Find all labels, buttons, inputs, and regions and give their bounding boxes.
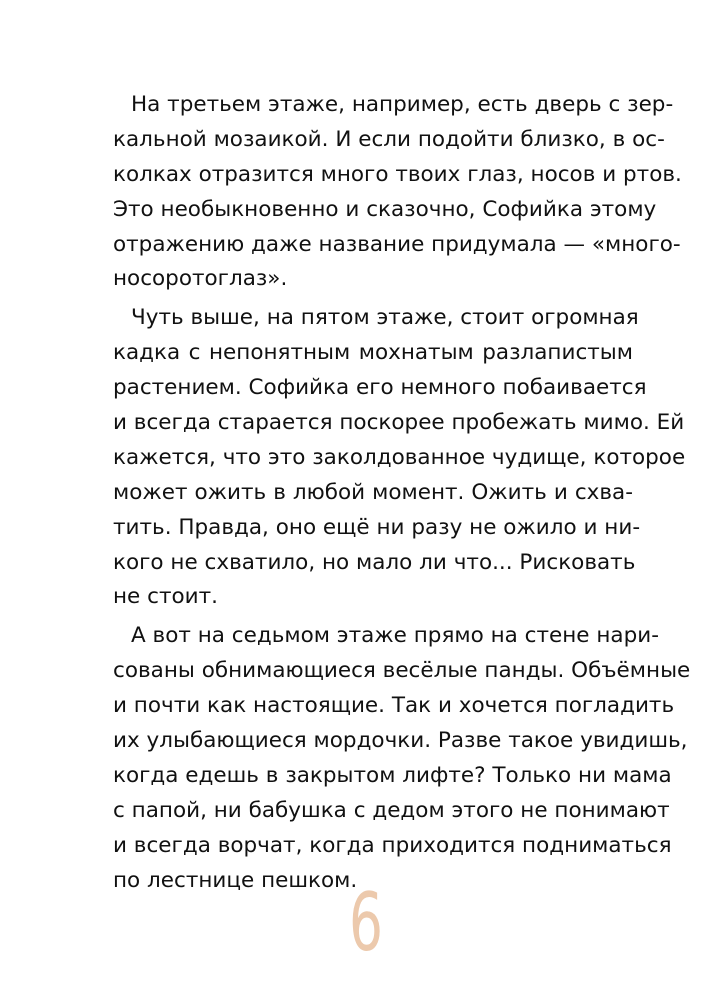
text-line: и всегда старается поскорее пробежать мимо. Ей (113, 410, 685, 436)
text-line: и всегда ворчат, когда приходится подниматься (113, 832, 672, 858)
text-line: колках отразится много твоих глаз, носов и ртов. (113, 161, 682, 187)
body-text (113, 88, 691, 898)
text-line: с папой, ни бабушка с дедом этого не понимают (113, 797, 670, 823)
text-line: А вот на седьмом этаже прямо на стене нари- (131, 623, 659, 649)
text-line: растением. Софийка его немного побаивается (113, 375, 647, 401)
text-line: когда едешь в закрытом лифте? Только ни мама (113, 762, 672, 788)
text-line: кажется, что это заколдованное чудище, которое (113, 444, 686, 470)
text-line: их улыбающиеся мордочки. Разве такое увидишь, (113, 728, 688, 754)
text-line: кого не схватило, но мало ли что... Рисковать (113, 549, 636, 575)
page-number-text: 6 (349, 876, 383, 969)
text-line: кадка с непонятным мохнатым разлапистым (113, 340, 633, 366)
text-line: Чуть выше, на пятом этаже, стоит огромная (131, 305, 639, 331)
text-line: отражению даже название придумала — «много- (113, 231, 681, 257)
text-line: На третьем этаже, например, есть дверь с зер- (131, 92, 674, 117)
text-line: сованы обнимающиеся весёлые панды. Объёмные (113, 658, 691, 684)
text-line: тить. Правда, оно ещё ни разу не ожило и ни- (113, 514, 641, 540)
paragraph-2 (113, 301, 686, 615)
text-line: кальной мозаикой. И если подойти близко, в ос- (113, 126, 665, 152)
text-line: может ожить в любой момент. Ожить и схва- (113, 479, 633, 505)
page-number (345, 876, 387, 969)
paragraph-1 (113, 88, 682, 297)
paragraph-3 (113, 619, 691, 898)
text-line: Это необыкновенно и сказочно, Софийка этому (113, 196, 657, 222)
text-line: носоротоглаз». (113, 266, 288, 292)
text-line: не стоит. (113, 584, 218, 610)
text-line: по лестнице пешком. (113, 867, 358, 893)
text-line: и почти как настоящие. Так и хочется погладить (113, 693, 675, 719)
